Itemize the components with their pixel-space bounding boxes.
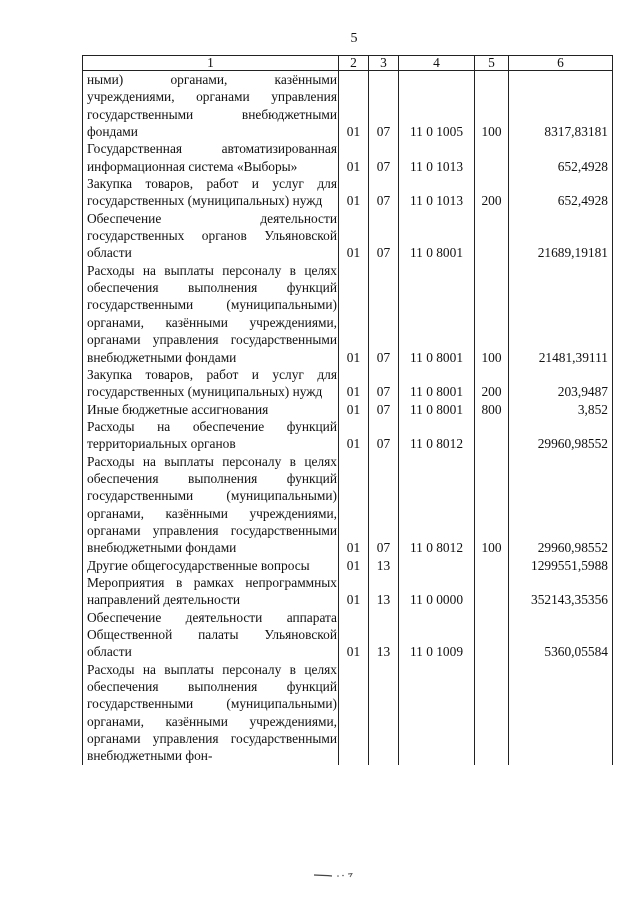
row-expense-type: 100 (475, 262, 509, 366)
row-name: Государственная автоматизированная информационная система «Выборы» (83, 140, 339, 175)
row-section: 01 (339, 366, 369, 401)
row-section: 01 (339, 140, 369, 175)
row-amount: 652,4928 (509, 140, 613, 175)
row-section: 01 (339, 401, 369, 418)
row-subsection: 07 (369, 366, 399, 401)
row-target-article: 11 0 1013 (399, 175, 475, 210)
row-expense-type: 100 (475, 71, 509, 141)
table-row (83, 262, 613, 366)
scan-mark-icon (312, 872, 362, 878)
row-target-article: 11 0 1009 (399, 609, 475, 661)
row-name: Расходы на выплаты персоналу в целях обеспечения выполнения функций государственными (муниципальными) органами, казёнными учреждениями, органами управления государственными внебюджетными фондами (83, 262, 339, 366)
row-expense-type (475, 661, 509, 765)
row-subsection: 07 (369, 401, 399, 418)
row-target-article: 11 0 1005 (399, 71, 475, 141)
row-expense-type (475, 557, 509, 574)
table-row (83, 71, 613, 141)
budget-table (82, 55, 613, 765)
row-subsection: 07 (369, 175, 399, 210)
row-subsection (369, 661, 399, 765)
row-expense-type (475, 140, 509, 175)
row-subsection: 07 (369, 418, 399, 453)
row-subsection: 07 (369, 210, 399, 262)
row-name: Расходы на выплаты персоналу в целях обеспечения выполнения функций государственными (муниципальными) органами, казёнными учреждениями, органами управления государственными внебюджетными фон- (83, 661, 339, 765)
row-subsection: 13 (369, 609, 399, 661)
row-amount: 203,9487 (509, 366, 613, 401)
row-target-article: 11 0 8001 (399, 262, 475, 366)
row-amount: 352143,35356 (509, 574, 613, 609)
row-expense-type: 800 (475, 401, 509, 418)
row-name: Иные бюджетные ассигнования (83, 401, 339, 418)
row-name: Мероприятия в рамках непрограммных направлений деятельности (83, 574, 339, 609)
row-name: Другие общегосударственные вопросы (83, 557, 339, 574)
row-amount: 3,852 (509, 401, 613, 418)
row-subsection: 07 (369, 262, 399, 366)
row-target-article: 11 0 0000 (399, 574, 475, 609)
row-name: Обеспечение деятельности государственных органов Ульяновской области (83, 210, 339, 262)
row-expense-type: 200 (475, 366, 509, 401)
row-name: Обеспечение деятельности аппарата Общественной палаты Ульяновской области (83, 609, 339, 661)
row-target-article: 11 0 8012 (399, 453, 475, 557)
row-target-article (399, 661, 475, 765)
table-row (83, 574, 613, 609)
row-section: 01 (339, 609, 369, 661)
row-target-article: 11 0 8001 (399, 210, 475, 262)
row-amount: 29960,98552 (509, 453, 613, 557)
row-subsection: 07 (369, 140, 399, 175)
row-expense-type (475, 574, 509, 609)
row-name: ными) органами, казёнными учреждениями, органами управления государственными внебюджетными фондами (83, 71, 339, 141)
row-subsection: 07 (369, 71, 399, 141)
row-section: 01 (339, 210, 369, 262)
row-target-article: 11 0 8001 (399, 366, 475, 401)
row-expense-type (475, 609, 509, 661)
table-row (83, 401, 613, 418)
row-name: Расходы на обеспечение функций территориальных органов (83, 418, 339, 453)
table-row (83, 453, 613, 557)
row-amount: 652,4928 (509, 175, 613, 210)
row-section: 01 (339, 418, 369, 453)
row-amount: 21481,39111 (509, 262, 613, 366)
table-row (83, 557, 613, 574)
row-amount: 21689,19181 (509, 210, 613, 262)
row-name: Закупка товаров, работ и услуг для государственных (муниципальных) нужд (83, 175, 339, 210)
column-header: 4 (399, 56, 475, 71)
row-name: Закупка товаров, работ и услуг для государственных (муниципальных) нужд (83, 366, 339, 401)
row-section: 01 (339, 574, 369, 609)
table-row (83, 609, 613, 661)
row-amount: 1299551,5988 (509, 557, 613, 574)
row-subsection: 13 (369, 574, 399, 609)
table-header-row (83, 56, 613, 71)
row-target-article: 11 0 8001 (399, 401, 475, 418)
row-section: 01 (339, 557, 369, 574)
column-header: 5 (475, 56, 509, 71)
table-row (83, 661, 613, 765)
table-row (83, 175, 613, 210)
column-header: 3 (369, 56, 399, 71)
table-row (83, 140, 613, 175)
row-target-article: 11 0 8012 (399, 418, 475, 453)
row-section: 01 (339, 262, 369, 366)
row-subsection: 07 (369, 453, 399, 557)
row-target-article: 11 0 1013 (399, 140, 475, 175)
row-section: 01 (339, 71, 369, 141)
table-row (83, 366, 613, 401)
row-target-article (399, 557, 475, 574)
column-header: 6 (509, 56, 613, 71)
column-header: 1 (83, 56, 339, 71)
row-subsection: 13 (369, 557, 399, 574)
row-expense-type: 200 (475, 175, 509, 210)
row-expense-type: 100 (475, 453, 509, 557)
row-section: 01 (339, 453, 369, 557)
page-number: 5 (350, 31, 358, 46)
row-amount: 8317,83181 (509, 71, 613, 141)
row-amount: 5360,05584 (509, 609, 613, 661)
table-body (83, 71, 613, 765)
table-row (83, 210, 613, 262)
row-expense-type (475, 210, 509, 262)
row-expense-type (475, 418, 509, 453)
column-header: 2 (339, 56, 369, 71)
row-amount (509, 661, 613, 765)
row-name: Расходы на выплаты персоналу в целях обеспечения выполнения функций государственными (муниципальными) органами, казёнными учреждениями, органами управления государственными внебюджетными фондами (83, 453, 339, 557)
table-row (83, 418, 613, 453)
row-section: 01 (339, 175, 369, 210)
row-amount: 29960,98552 (509, 418, 613, 453)
row-section (339, 661, 369, 765)
